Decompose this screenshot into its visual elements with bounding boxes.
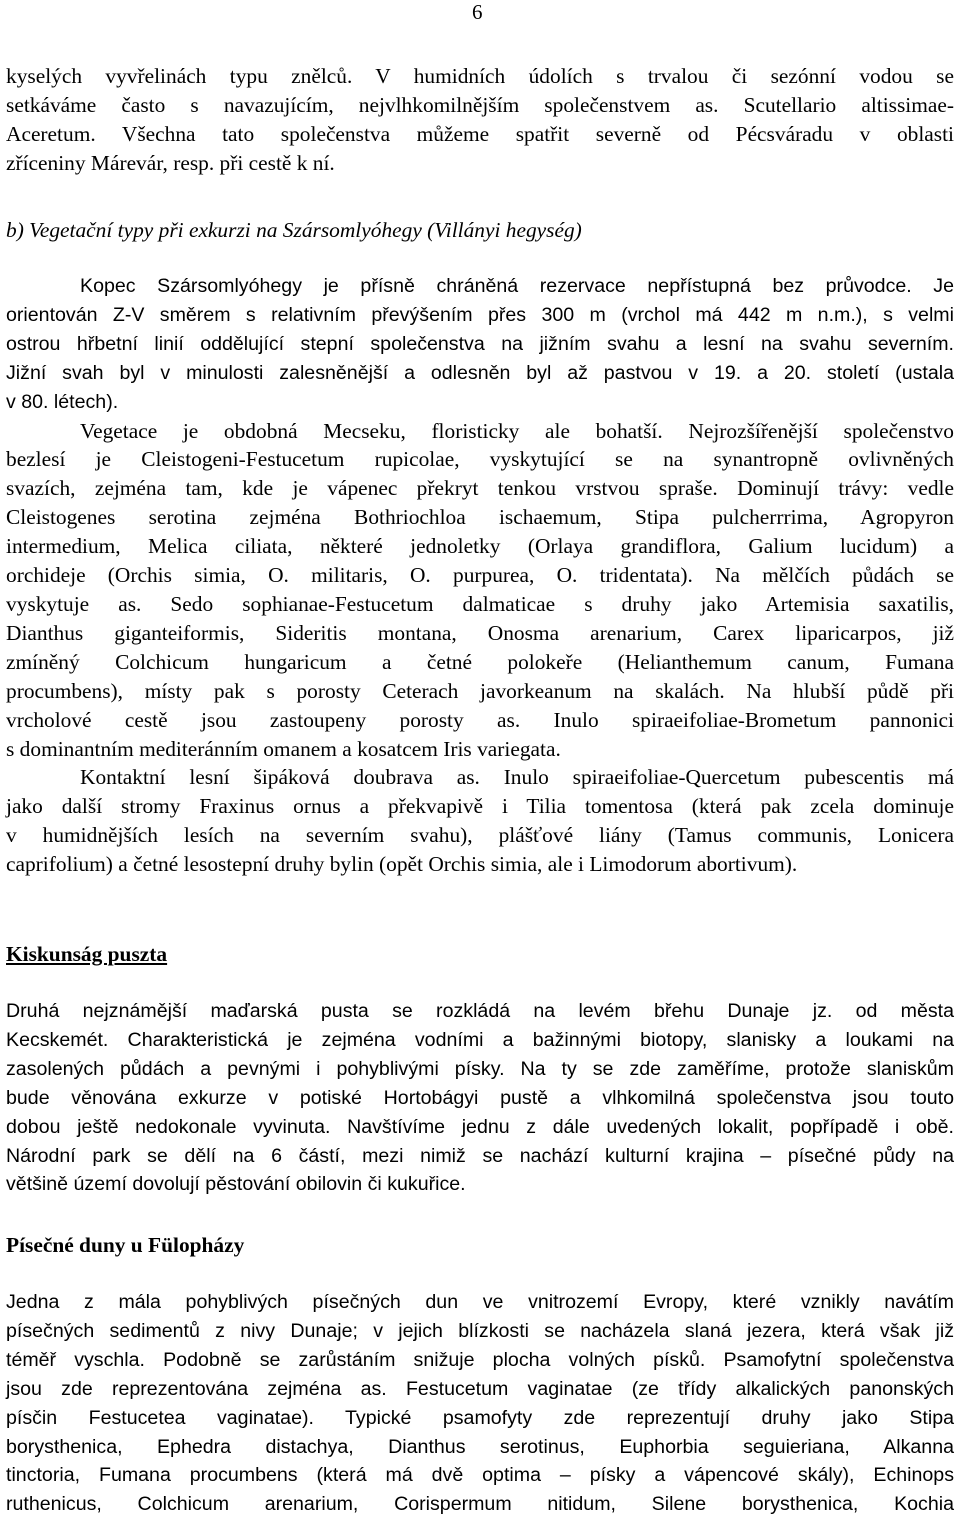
text-line: zmíněný Colchicum hungaricum a četné polokeře (Helianthemum canum, Fumana bbox=[6, 649, 954, 674]
page-number: 6 bbox=[472, 0, 483, 24]
text-line: setkáváme často s navazujícím, nejvlhkomilnějším společenstvem as. Scutellario altissimae- bbox=[6, 92, 954, 117]
text-line: vyskytuje as. Sedo sophianae-Festucetum dalmaticae s druhy jako Artemisia saxatilis, bbox=[6, 591, 954, 616]
text-line: bude věnována exkurze v potiské Hortobágyi pustě a vlhkomilná společenstva jsou touto bbox=[6, 1086, 954, 1109]
text-line: většině území dovolují pěstování obilovin či kukuřice. bbox=[6, 1173, 466, 1196]
text-line: orientován Z-V směrem s relativním převýšením přes 300 m (vrchol má 442 m n.m.), s velmi bbox=[6, 303, 954, 326]
section-b-heading bbox=[6, 216, 954, 244]
fulophaza-body bbox=[6, 1288, 954, 1519]
fulophaza-heading-block bbox=[6, 1231, 954, 1259]
text-line: kyselých vyvřelinách typu znělců. V humidních údolích s trvalou či sezónní vodou se bbox=[6, 64, 954, 88]
text-line: písečných sedimentů z nivy Dunaje; v jejich blízkosti se nacházela slaná jezera, která však již bbox=[6, 1319, 954, 1342]
text-line: caprifolium) a četné lesostepní druhy bylin (opět Orchis simia, ale i Limodorum abortivum). bbox=[6, 852, 798, 877]
text-line: intermedium, Melica ciliata, některé jednoletky (Orlaya grandiflora, Galium lucidum) a bbox=[6, 534, 954, 559]
text-line: procumbens), místy pak s porosty Ceterach javorkeanum na skalách. Na hlubší půdě při bbox=[6, 678, 954, 703]
text-line: Jižní svah byl v minulosti zalesněnější a odlesněn byl až pastvou v 19. a 20. století (ustala bbox=[6, 361, 954, 384]
text-line: zříceniny Márevár, resp. při cestě k ní. bbox=[6, 150, 335, 175]
text-line: tinctoria, Fumana procumbens (která má dvě optima – písky a vápencové skály), Echinops bbox=[6, 1464, 954, 1487]
text-line: jako další stromy Fraxinus ornus a překvapivě i Tilia tomentosa (která pak zcela dominuje bbox=[6, 794, 954, 819]
text-line: s dominantním mediteránním omanem a kosatcem Iris variegata. bbox=[6, 736, 561, 761]
kiskunsag-heading-block bbox=[6, 940, 954, 968]
text-line: Kecskemét. Charakteristická je zejména vodními a bažinnými biotopy, slanisky a loukami na bbox=[6, 1028, 954, 1051]
intro-paragraph bbox=[6, 62, 954, 178]
text-line: Kontaktní lesní šipáková doubrava as. Inulo spiraeifoliae-Quercetum pubescentis má bbox=[80, 765, 954, 790]
kiskunsag-body bbox=[6, 997, 954, 1199]
text-line: Národní park se dělí na 6 částí, mezi nimiž se nachází kulturní krajina – písečné půdy na bbox=[6, 1144, 954, 1167]
text-line: téměř vyschla. Podobně se zarůstáním snižuje plocha volných písků. Psamofytní společenstva bbox=[6, 1348, 954, 1371]
text-line: borysthenica, Ephedra distachya, Dianthus serotinus, Euphorbia seguieriana, Alkanna bbox=[6, 1435, 954, 1458]
text-line: zasolených půdách a pevnými i pohyblivými písky. Na ty se zde zaměříme, protože slaniskům bbox=[6, 1057, 954, 1080]
section-b-body bbox=[6, 272, 954, 879]
text-line: svazích, zejména tam, kde je vápenec překryt tenkou vrstvou spraše. Dominují trávy: vedle bbox=[6, 476, 954, 501]
text-line: Druhá nejznámější maďarská pusta se rozkládá na levém břehu Dunaje jz. od města bbox=[6, 1000, 954, 1022]
text-line: orchideje (Orchis simia, O. militaris, O. purpurea, O. tridentata). Na mělčích půdách se bbox=[6, 563, 954, 588]
text-line: písčin Festucetea vaginatae). Typické psamofyty zde reprezentují druhy jako Stipa bbox=[6, 1406, 954, 1429]
text-line: Aceretum. Všechna tato společenstva můžeme spatřit severně od Pécsváradu v oblasti bbox=[6, 121, 954, 146]
text-line: vrcholové cestě jsou zastoupeny porosty as. Inulo spiraeifoliae-Brometum pannonici bbox=[6, 707, 954, 732]
text-line: v humidnějších lesích na severním svahu), plášťové liány (Tamus communis, Lonicera bbox=[6, 823, 954, 848]
text-line: Dianthus giganteiformis, Sideritis montana, Onosma arenarium, Carex liparicarpos, již bbox=[6, 620, 954, 645]
text-line: Kopec Szársomlyóhegy je přísně chráněná rezervace nepřístupná bez průvodce. Je bbox=[80, 275, 954, 297]
fulophaza-heading: Písečné duny u Fülopházy bbox=[6, 1233, 245, 1257]
section-b-title: b) Vegetační typy při exkurzi na Szársomlyóhegy (Villányi hegység) bbox=[6, 218, 582, 242]
kiskunsag-heading: Kiskunság puszta bbox=[6, 942, 168, 966]
section-b-para2 bbox=[6, 417, 954, 764]
text-line: Jedna z mála pohyblivých písečných dun ve vnitrozemí Evropy, které vznikly navátím bbox=[6, 1291, 954, 1313]
text-line: jsou zde reprezentována zejména as. Festucetum vaginatae (ze třídy alkalických panonských bbox=[6, 1377, 954, 1400]
section-b-para3 bbox=[6, 763, 954, 879]
text-line: bezlesí je Cleistogeni-Festucetum rupicolae, vyskytující se na synantropně ovlivněných bbox=[6, 447, 954, 472]
text-line: Cleistogenes serotina zejména Bothriochloa ischaemum, Stipa pulcherrrima, Agropyron bbox=[6, 505, 954, 530]
text-line: Vegetace je obdobná Mecseku, floristicky ale bohatší. Nejrozšířenější společenstvo bbox=[80, 418, 954, 443]
text-line: v 80. létech). bbox=[6, 390, 119, 413]
text-line: ruthenicus, Colchicum arenarium, Corispermum nitidum, Silene borysthenica, Kochia bbox=[6, 1493, 954, 1516]
text-line: ostrou hřbetní linií oddělující stepní společenstva na jižním svahu a lesní na svahu severním. bbox=[6, 332, 954, 355]
section-b-para1 bbox=[6, 272, 954, 417]
text-line: dobou ještě nedokonale vyvinuta. Navštívíme jednu z dále uvedených lokalit, popřípadě i obě. bbox=[6, 1115, 954, 1138]
